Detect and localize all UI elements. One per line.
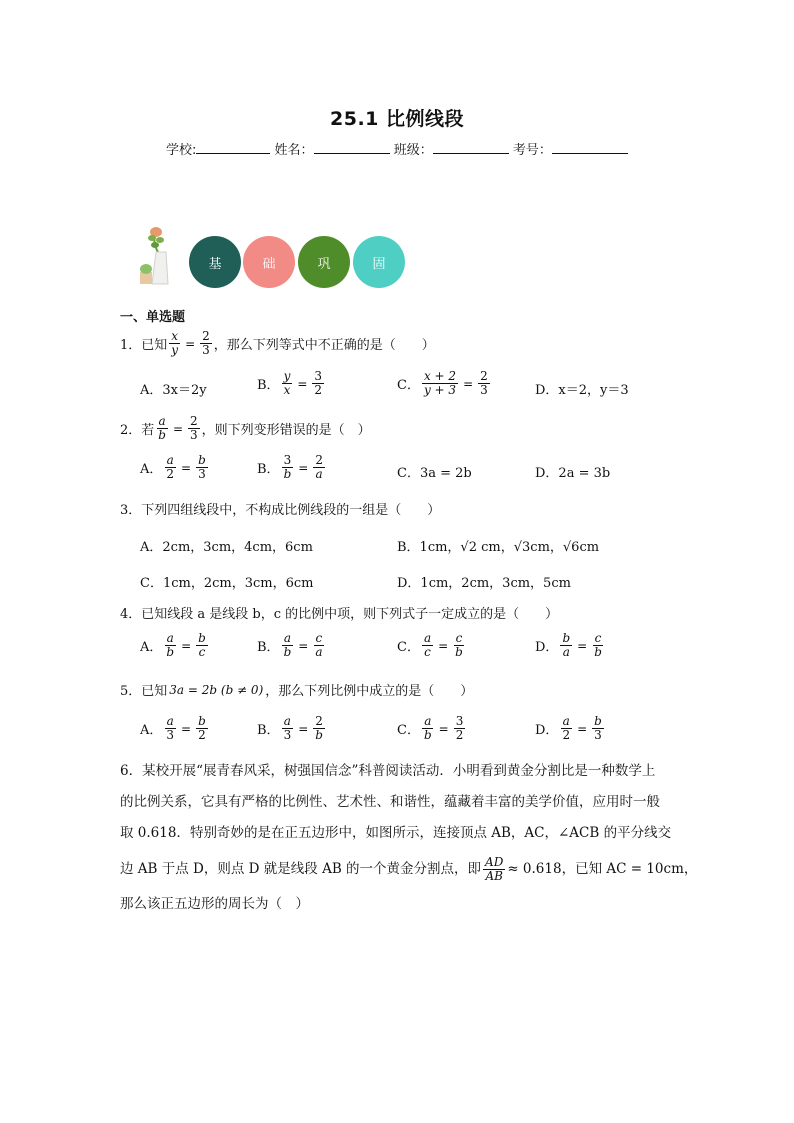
- q4-option-a[interactable]: A． $\frac{a}{b}$ = $\frac{b}{c}$: [140, 631, 206, 659]
- q5-option-b[interactable]: B． $\frac{a}{3}$ = $\frac{2}{b}$: [257, 714, 323, 742]
- q6-line-5: 那么该正五边形的周长为（ ）: [120, 896, 309, 912]
- question-2: 2．若 $\frac{a}{b}$ = $\frac{2}{3}$ ，则下列变形错误的是（ ）: [120, 414, 371, 442]
- q3-option-a[interactable]: A．2cm，3cm，4cm，6cm: [140, 540, 313, 555]
- badge-gong-label: 巩: [317, 256, 331, 272]
- class-blank[interactable]: [433, 141, 509, 154]
- q2-option-a[interactable]: A． $\frac{a}{2}$ = $\frac{b}{3}$: [140, 453, 206, 481]
- exam-number-blank[interactable]: [552, 141, 628, 154]
- q1-equals: =: [185, 336, 196, 351]
- question-5: 5．已知 3a = 2b (b ≠ 0) ，那么下列比例中成立的是（ ）: [120, 682, 474, 699]
- badge-ji: [189, 236, 241, 288]
- q2-option-d[interactable]: D．2a = 3b: [535, 466, 611, 481]
- question-3: 3．下列四组线段中，不构成比例线段的一组是（ ）: [120, 503, 441, 518]
- q5-expression: 3a = 2b (b ≠ 0): [169, 682, 264, 697]
- q1-option-a[interactable]: A．3x＝2y: [140, 383, 207, 398]
- q6-line-1: 6．某校开展“展青春风采，树强国信念”科普阅读活动．小明看到黄金分割比是一种数学上: [120, 763, 656, 779]
- q2-option-b[interactable]: B． $\frac{3}{b}$ = $\frac{2}{a}$: [257, 453, 323, 481]
- school-label: 学校:: [166, 143, 197, 158]
- badge-gong: [298, 236, 350, 288]
- q5-option-d[interactable]: D． $\frac{a}{2}$ = $\frac{b}{3}$: [535, 714, 602, 742]
- q3-option-c[interactable]: C．1cm，2cm，3cm，6cm: [140, 576, 314, 591]
- q3-option-b[interactable]: B．1cm，√2 cm，√3cm，√6cm: [397, 540, 600, 555]
- exam-number-label: 考号：: [512, 143, 552, 158]
- q5-option-a[interactable]: A． $\frac{a}{3}$ = $\frac{b}{2}$: [140, 714, 206, 742]
- q1-frac-2-3: $\frac{2}{3}$: [202, 329, 210, 357]
- q2-option-c[interactable]: C．3a = 2b: [397, 466, 472, 481]
- question-6: [120, 756, 698, 920]
- q1-stem: ，那么下列等式中不正确的是（ ）: [213, 338, 435, 353]
- badge-chu-label: 础: [262, 256, 276, 272]
- plant-vase-icon: [138, 222, 184, 288]
- q4-option-d[interactable]: D． $\frac{b}{a}$ = $\frac{c}{b}$: [535, 631, 602, 659]
- page-title: 25.1 比例线段: [330, 108, 464, 130]
- q4-option-c[interactable]: C． $\frac{a}{c}$ = $\frac{c}{b}$: [397, 631, 463, 659]
- q1-option-c[interactable]: C． $\frac{x + 2}{y + 3}$ = $\frac{2}{3}$: [397, 369, 488, 397]
- q1-option-b[interactable]: B． $\frac{y}{x}$ = $\frac{3}{2}$: [257, 369, 323, 397]
- q4-option-b[interactable]: B． $\frac{a}{b}$ = $\frac{c}{a}$: [257, 631, 323, 659]
- school-blank[interactable]: [196, 141, 270, 154]
- q1-frac-x-y: $\frac{x}{y}$: [171, 329, 179, 357]
- q6-line-4: 边 AB 于点 D，则点 D 就是线段 AB 的一个黄金分割点，即 $\frac{AD}{AB}$ ≈ 0.618，已知 AC = 10cm，: [120, 854, 698, 883]
- student-info-line: [166, 139, 628, 158]
- badge-chu: [243, 236, 295, 288]
- question-4: 4．已知线段 a 是线段 b，c 的比例中项，则下列式子一定成立的是（ ）: [120, 607, 559, 622]
- q3-option-d[interactable]: D．1cm，2cm，3cm，5cm: [397, 576, 571, 591]
- question-1: [120, 330, 435, 357]
- section-title: 一、单选题: [120, 310, 186, 325]
- q5-option-c[interactable]: C． $\frac{a}{b}$ = $\frac{3}{2}$: [397, 714, 464, 742]
- q6-line-2: 的比例关系，它具有严格的比例性、艺术性、和谐性，蕴藏着丰富的美学价值，应用时一般: [120, 794, 660, 810]
- name-label: 姓名：: [274, 143, 314, 158]
- q6-line-3: 取 0.618．特别奇妙的是在正五边形中，如图所示，连接顶点 AB，AC，∠ACB 的平分线交: [120, 825, 672, 841]
- badge-gu-label: 固: [372, 256, 386, 272]
- name-blank[interactable]: [314, 141, 390, 154]
- q1-option-d[interactable]: D．x＝2，y＝3: [535, 383, 629, 398]
- class-label: 班级：: [393, 143, 433, 158]
- q1-prefix: 1．已知: [120, 338, 168, 353]
- badge-gu: [353, 236, 405, 288]
- badge-ji-label: 基: [208, 256, 222, 272]
